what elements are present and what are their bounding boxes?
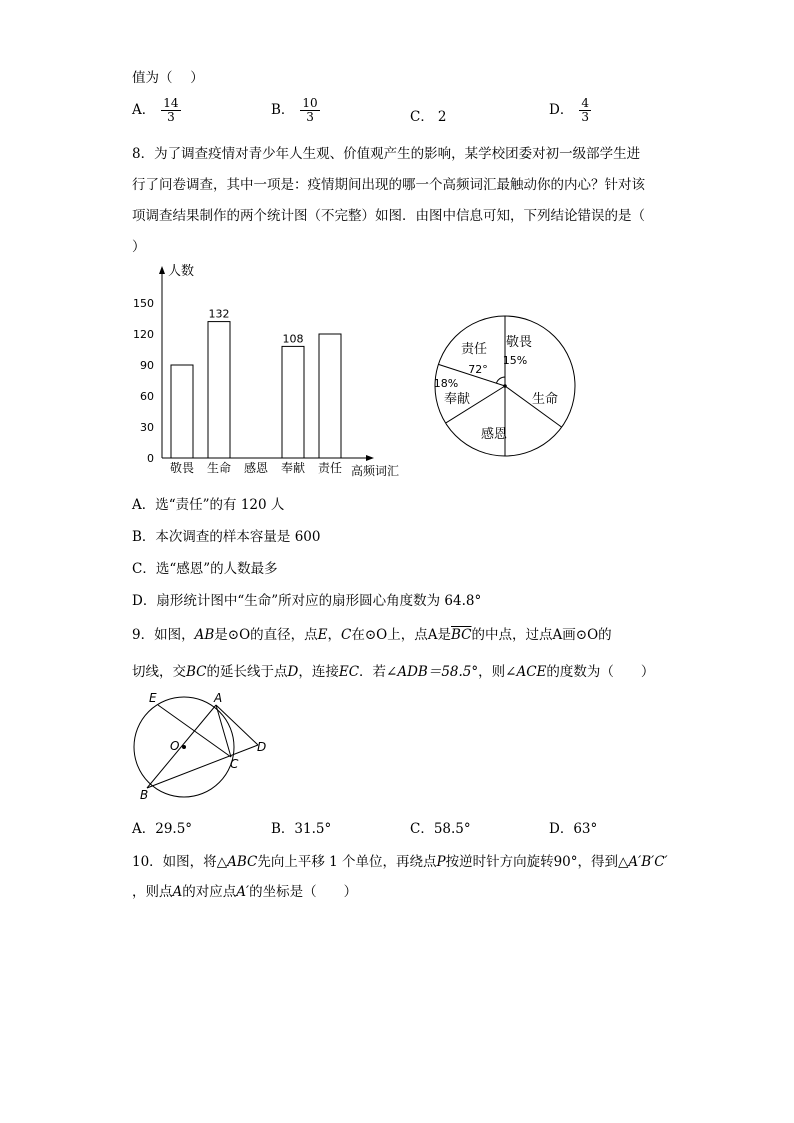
pie-slice-label: 生命 [531,392,559,407]
q7-option-d-fraction: $\frac{4}{3}$ [581,96,589,124]
x-axis-arrow [366,455,374,461]
pie-chart [432,313,578,459]
q7-option-b[interactable]: B． $\frac{10}{3}$ [271,96,318,124]
q10-stem-line-2: ，则点A的对应点A′的坐标是（ ） [132,884,358,900]
q8-option-d[interactable]: D．扇形统计图中“生命”所对应的扇形圆心角度数为 64.8° [132,593,482,609]
y-tick-label: 90 [140,359,154,372]
x-tick-label: 奉献 [280,461,306,475]
segment-ab [147,705,216,788]
q7-option-d[interactable]: D． $\frac{4}{3}$ [549,96,589,124]
segment-bd [147,745,258,788]
q9-stem-line-2: 切线，交BC的延长线于点D，连接EC．若∠ADB＝58.5°，则∠ACE的度数为（ ） [132,664,655,680]
bar-chart [130,260,420,480]
q9-option-a[interactable]: A．29.5° [132,821,193,837]
y-tick-label: 60 [140,390,154,403]
pie-slice-label: 奉献 [443,392,471,407]
q7-option-c[interactable]: C． 2 [410,109,447,125]
y-tick-label: 150 [133,297,154,310]
pie-center [503,384,507,388]
x-tick-label: 责任 [317,461,343,475]
pie-slice-value-label: 72° [468,363,488,376]
pie-slice-value-label: 18% [433,377,459,390]
q8-stem-line-3: 项调查结果制作的两个统计图（不完整）如图．由图中信息可知，下列结论错误的是（ [132,208,645,224]
label-d: D [257,740,267,754]
q8-stem-line-2: 行了问卷调查，其中一项是：疫情期间出现的哪一个高频词汇最触动你的内心？针对该 [132,177,645,193]
center-point [182,745,186,749]
q10-stem-line-1: 10．如图，将△ABC先向上平移 1 个单位，再绕点P按逆时针方向旋转90°，得到△A′B′C′ [132,854,668,870]
q7-stem-tail: 值为（ ） [132,70,204,86]
y-axis-arrow [159,266,165,274]
bar-责任 [319,334,341,458]
q9-option-d[interactable]: D．63° [549,821,598,837]
x-tick-label: 感恩 [243,461,269,475]
y-axis-label: 人数 [168,264,195,279]
label-a: A [214,691,223,705]
q7-option-b-fraction: $\frac{10}{3}$ [302,96,318,124]
bar-生命 [208,322,230,458]
q8-stem-line-1: 8．为了调查疫情对青少年人生观、价值观产生的影响，某学校团委对初一级部学生进 [132,146,641,162]
q8-option-c[interactable]: C．选“感恩”的人数最多 [132,561,278,577]
bar-奉献 [282,346,304,458]
q8-option-b[interactable]: B．本次调查的样本容量是 600 [132,529,321,545]
q8-stem-line-4: ） [132,239,146,255]
bar-敬畏 [171,365,193,458]
label-o: O [170,739,180,753]
pie-slice-value-label: 15% [502,354,528,367]
q7-option-a[interactable]: A． $\frac{14}{3}$ [132,96,179,124]
q8-option-a[interactable]: A．选“责任”的有 120 人 [132,497,285,513]
label-b: B [140,788,149,802]
bar-data-label: 108 [282,332,304,346]
q9-circle-figure [130,688,275,803]
x-tick-label: 敬畏 [169,461,195,475]
y-tick-label: 30 [140,421,154,434]
q9-stem-line-1: 9．如图，AB是⊙O的直径，点E，C在⊙O上，点A是$\overline{BC}$的中点，过点A画⊙O的 [132,627,612,643]
y-tick-label: 120 [133,328,154,341]
pie-slice-label: 感恩 [480,427,508,442]
label-e: E [149,691,157,705]
pie-slice-label: 敬畏 [505,335,533,350]
segment-ad [216,705,258,745]
pie-slice-label: 责任 [460,342,488,357]
bar-data-label: 132 [208,307,230,321]
q9-option-c[interactable]: C．58.5° [410,821,471,837]
q9-option-b[interactable]: B．31.5° [271,821,332,837]
x-axis-label: 高频词汇 [351,464,400,478]
q7-option-a-fraction: $\frac{14}{3}$ [163,96,179,124]
y-tick-label: 0 [147,452,154,465]
label-c: C [230,757,239,771]
x-tick-label: 生命 [206,461,232,475]
